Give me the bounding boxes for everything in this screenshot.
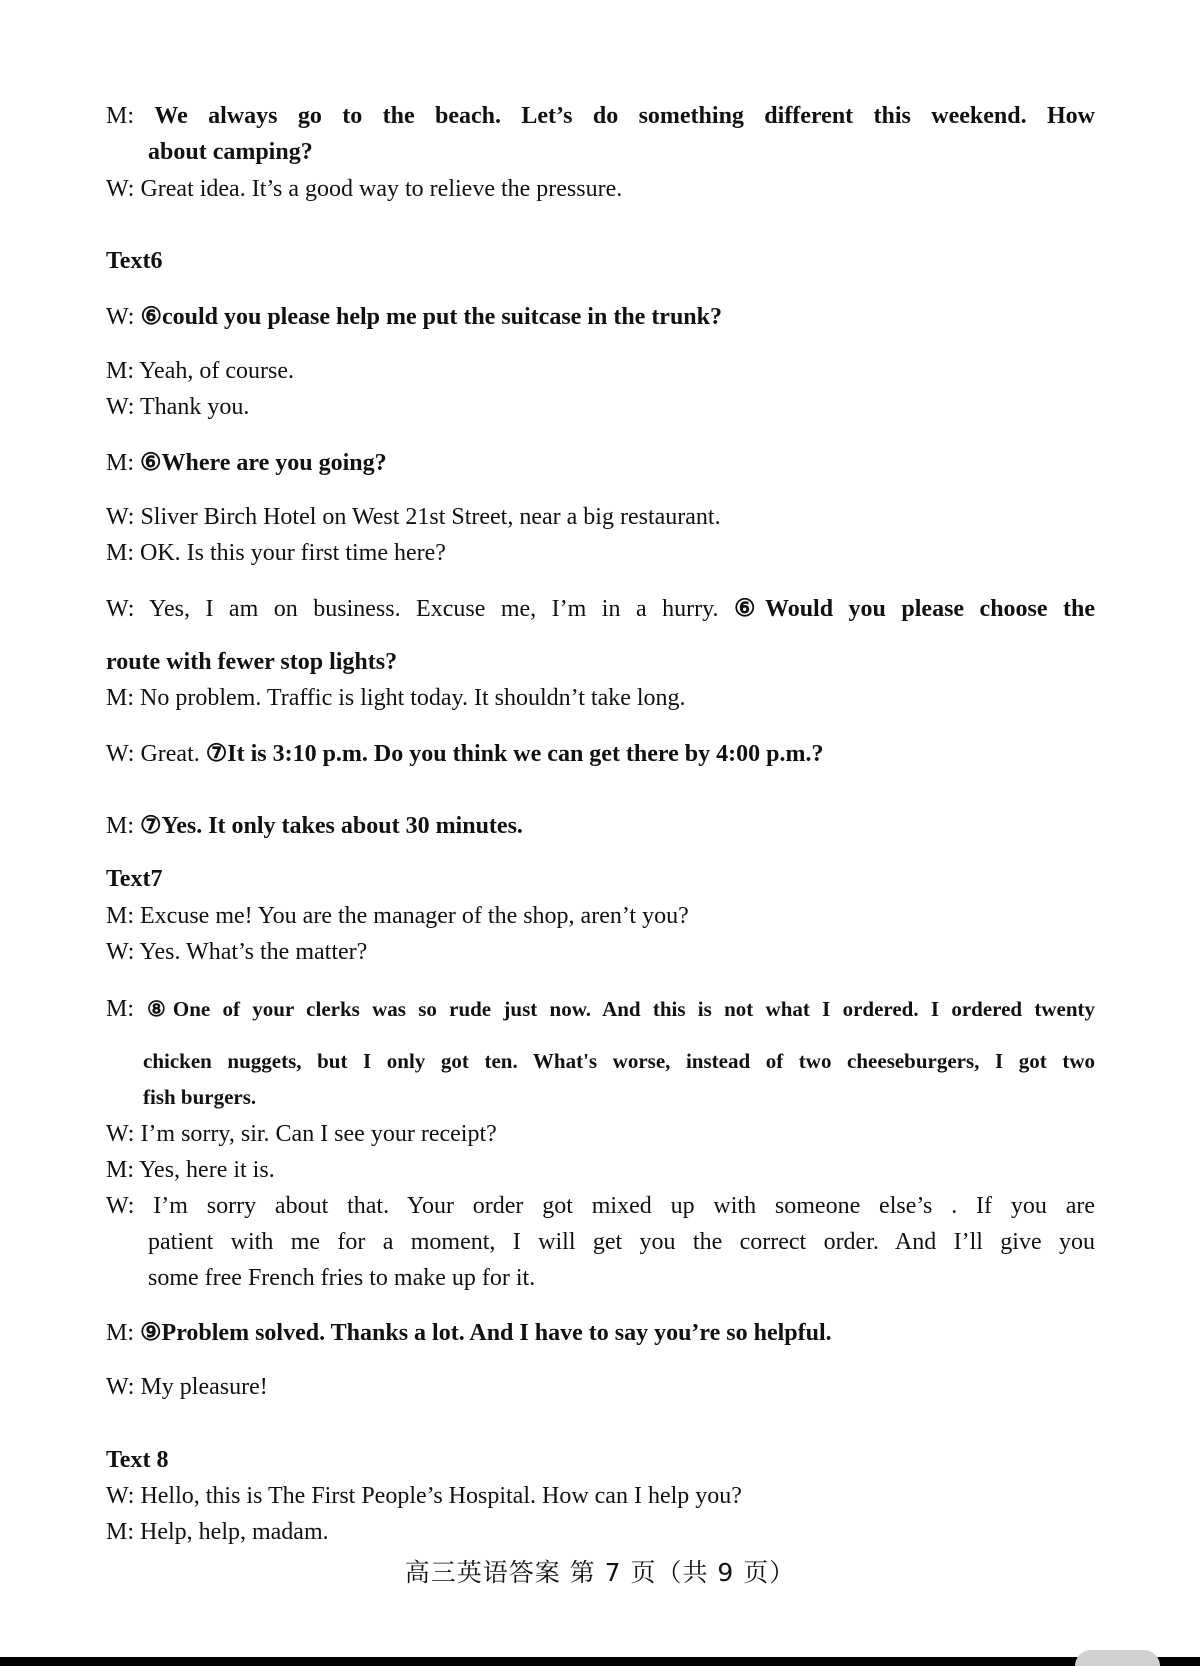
line-text-bold: ⑦It is 3:10 p.m. Do you think we can get there by 4:00 p.m.? [205,741,824,767]
section-heading: Text7 [106,866,163,892]
speaker: W: [106,1193,135,1219]
dialogue-line [106,500,1095,534]
speaker: M: [106,996,135,1022]
section-heading: Text 8 [106,1447,169,1473]
speaker: M: [106,358,135,384]
line-text: Excuse me! You are the manager of the shop, aren’t you? [140,903,689,929]
line-text: Great. [140,741,200,767]
line-text: Thank you. [140,394,250,420]
dialogue-line: chicken nuggets, but I only got ten. What's worse, instead of two cheeseburgers, I got two [143,1049,1095,1073]
dialogue-line [106,992,1095,1026]
line-text: Yeah, of course. [139,358,294,384]
speaker: W: [106,1483,135,1509]
line-text: My pleasure! [140,1374,268,1400]
dialogue-line [106,1316,1095,1350]
dialogue-line [106,446,1095,480]
dialogue-line [106,1189,1095,1223]
line-text: ⑦Yes. It only takes about 30 minutes. [140,813,523,839]
dialogue-line [106,536,1095,570]
speaker: W: [106,939,135,965]
speaker: W: [106,596,135,622]
line-text: Sliver Birch Hotel on West 21st Street, near a big restaurant. [140,504,721,530]
speaker: M: [106,685,135,711]
page-footer: 高三英语答案 第 7 页（共 9 页） [404,1558,796,1587]
dialogue-line: route with fewer stop lights? [106,649,398,675]
line-text: I’m sorry about that. Your order got mixed up with someone else’s . If you are [153,1193,1095,1219]
speaker: M: [106,903,135,929]
dialogue-line [106,737,1095,771]
section-heading: Text6 [106,248,163,274]
line-text: OK. Is this your first time here? [140,540,446,566]
dialogue-line [106,681,1095,715]
dialogue-line: patient with me for a moment, I will get you the correct order. And I’ll give you [148,1229,1095,1255]
dialogue-line: about camping? [148,139,313,165]
line-text: ⑧One of your clerks was so rude just now. And this is not what I ordered. I ordered twenty [147,997,1096,1021]
dialogue-line [106,935,1095,969]
speaker: W: [106,741,135,767]
dialogue-line: some free French fries to make up for it. [148,1265,536,1291]
dialogue-line [106,1153,1095,1187]
dialogue-line [106,390,1095,424]
speaker: W: [106,304,135,330]
dialogue-line [106,899,1095,933]
dialogue-line [106,1370,1095,1404]
line-text: Hello, this is The First People’s Hospital. How can I help you? [140,1483,742,1509]
line-text: Help, help, madam. [140,1519,329,1545]
line-text: We always go to the beach. Let’s do something different this weekend. How [154,103,1095,129]
speaker: M: [106,103,135,129]
line-text: ⑥could you please help me put the suitcase in the trunk? [140,304,723,330]
speaker: W: [106,176,135,202]
dialogue-line [106,172,1095,206]
speaker: W: [106,394,135,420]
line-text: Yes, I am on business. Excuse me, I’m in a hurry. [149,596,719,622]
dialogue-line [106,809,1095,843]
speaker: M: [106,813,135,839]
line-text: Great idea. It’s a good way to relieve the pressure. [140,176,623,202]
speaker: M: [106,1157,135,1183]
dialogue-line: fish burgers. [143,1085,257,1109]
speaker: M: [106,1320,135,1346]
dialogue-line [106,592,1095,626]
bottom-border [0,1657,1200,1666]
line-text: ⑨Problem solved. Thanks a lot. And I have to say you’re so helpful. [140,1320,832,1346]
line-text: ⑥Where are you going? [140,450,387,476]
speaker: W: [106,1121,135,1147]
line-text: Yes, here it is. [139,1157,275,1183]
dialogue-line [106,1515,1095,1549]
speaker: M: [106,1519,135,1545]
page-scroll-tab [1075,1650,1160,1666]
dialogue-line [106,354,1095,388]
dialogue-line [106,300,1095,334]
speaker: W: [106,1374,135,1400]
dialogue-line [106,1479,1095,1513]
dialogue-line [106,99,1095,133]
line-text-bold: ⑥Would you please choose the [734,596,1096,622]
line-text: No problem. Traffic is light today. It shouldn’t take long. [140,685,686,711]
speaker: M: [106,450,135,476]
speaker: M: [106,540,135,566]
dialogue-line [106,1117,1095,1151]
speaker: W: [106,504,135,530]
line-text: I’m sorry, sir. Can I see your receipt? [140,1121,497,1147]
line-text: Yes. What’s the matter? [139,939,368,965]
